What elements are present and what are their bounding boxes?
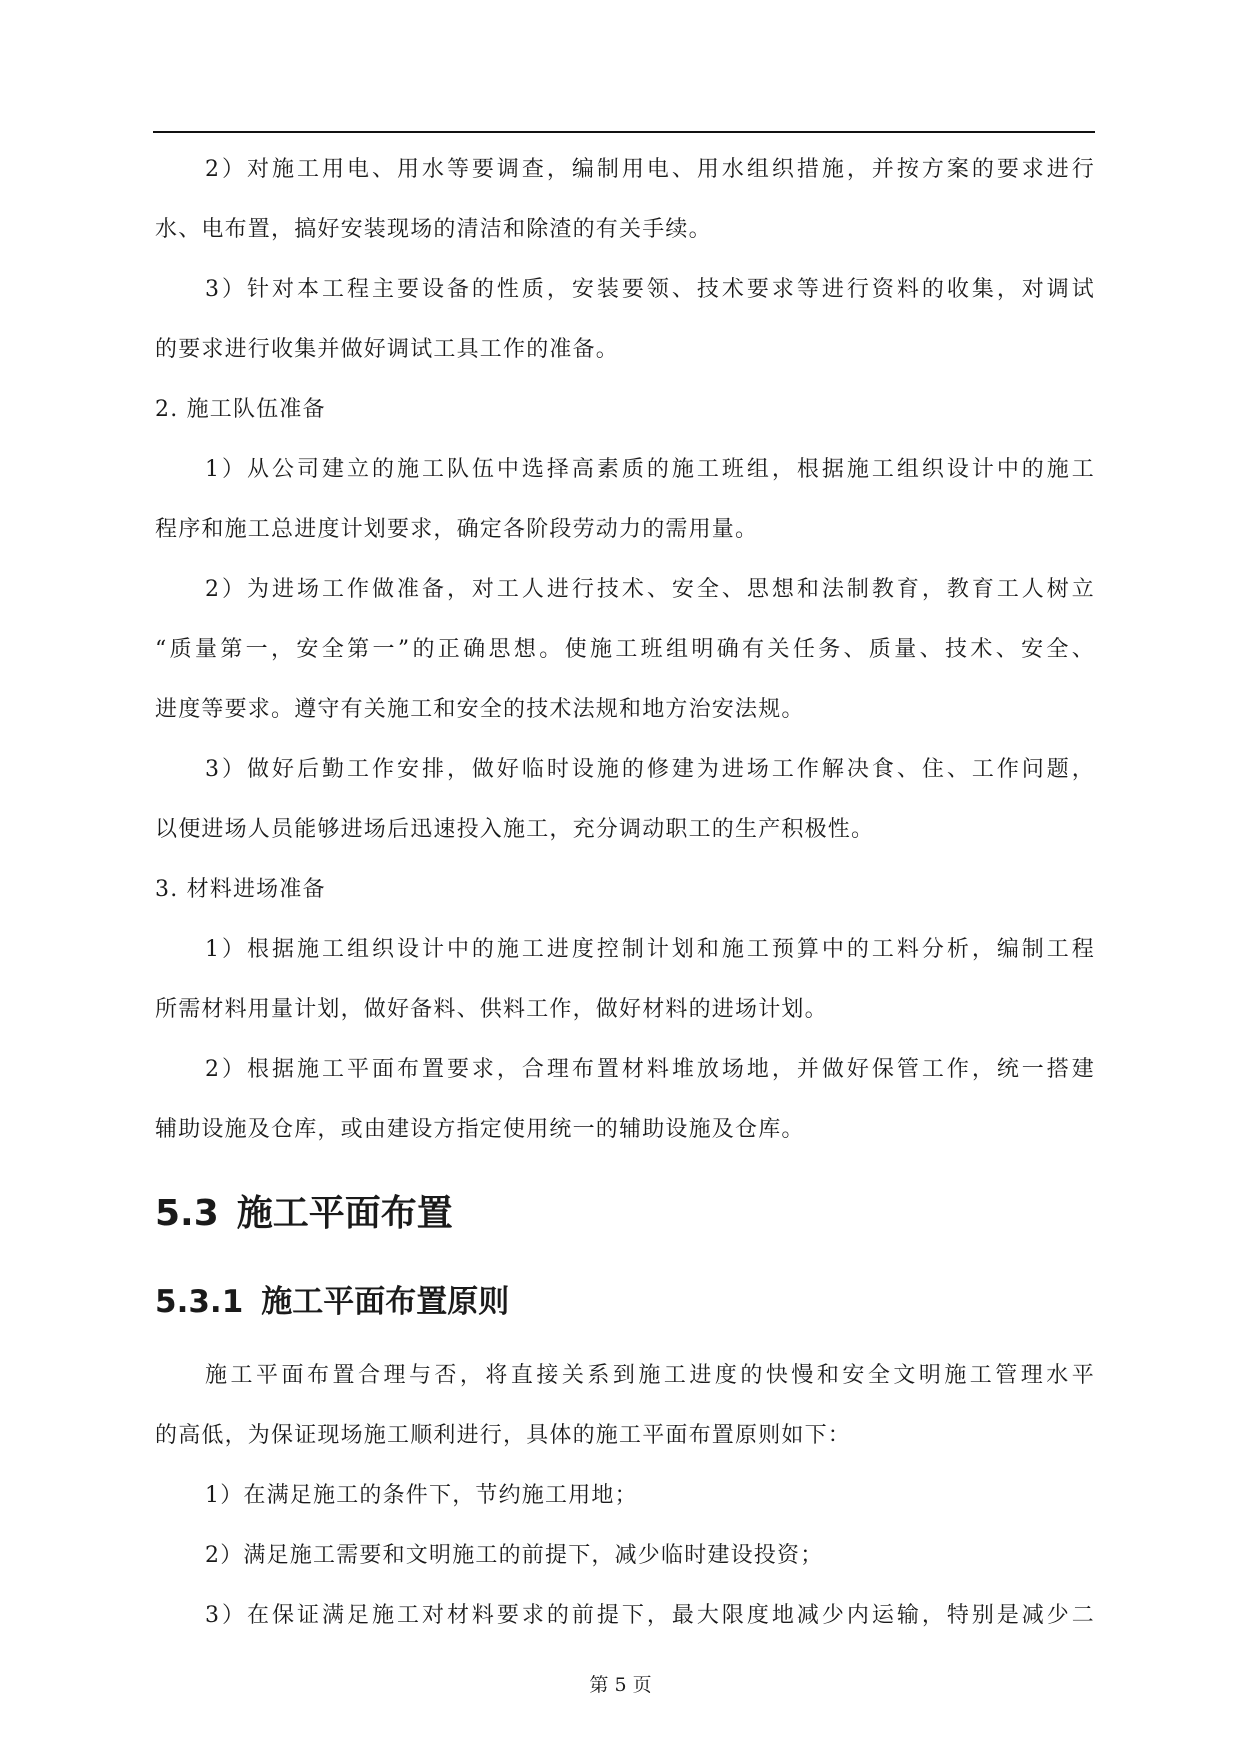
list-item: 2）满足施工需要和文明施工的前提下，减少临时建设投资；: [205, 1543, 824, 1568]
page-number: 第 5 页: [589, 1674, 652, 1696]
paragraph-line: 2）根据施工平面布置要求，合理布置材料堆放场地，并做好保管工作，统一搭建: [205, 1057, 1095, 1082]
subsection-title: 2. 施工队伍准备: [155, 397, 326, 422]
page-content: [155, 140, 1095, 1646]
paragraph-line: 所需材料用量计划，做好备料、供料工作，做好材料的进场计划。: [155, 997, 828, 1022]
list-item: 3）在保证满足施工对材料要求的前提下，最大限度地减少内运输，特别是减少二: [205, 1603, 1095, 1628]
section-heading-5-3-1: [155, 1258, 1095, 1346]
paragraph-line: 施工平面布置合理与否，将直接关系到施工进度的快慢和安全文明施工管理水平: [205, 1363, 1095, 1388]
heading-number: 5.3.1: [155, 1284, 244, 1320]
paragraph-line: 的要求进行收集并做好调试工具工作的准备。: [155, 337, 620, 362]
section-heading-5-3: [155, 1170, 1095, 1258]
header-rule: [153, 131, 1095, 133]
paragraph-line: “质量第一，安全第一”的正确思想。使施工班组明确有关任务、质量、技术、安全、: [155, 637, 1095, 662]
paragraph-line: 的高低，为保证现场施工顺利进行，具体的施工平面布置原则如下：: [155, 1423, 852, 1448]
paragraph-line: 水、电布置，搞好安装现场的清洁和除渣的有关手续。: [155, 217, 712, 242]
paragraph-line: 3）做好后勤工作安排，做好临时设施的修建为进场工作解决食、住、工作问题，: [205, 757, 1095, 782]
heading-number: 5.3: [155, 1193, 219, 1234]
paragraph-line: 2）对施工用电、用水等要调查，编制用电、用水组织措施，并按方案的要求进行: [205, 157, 1095, 182]
paragraph-line: 进度等要求。遵守有关施工和安全的技术法规和地方治安法规。: [155, 697, 805, 722]
paragraph-line: 2）为进场工作做准备，对工人进行技术、安全、思想和法制教育，教育工人树立: [205, 577, 1095, 602]
subsection-title: 3. 材料进场准备: [155, 877, 326, 902]
heading-text: 施工平面布置原则: [261, 1284, 510, 1320]
paragraph-line: 1）从公司建立的施工队伍中选择高素质的施工班组，根据施工组织设计中的施工: [205, 457, 1095, 482]
list-item: 1）在满足施工的条件下，节约施工用地；: [205, 1483, 638, 1508]
paragraph-line: 3）针对本工程主要设备的性质，安装要领、技术要求等进行资料的收集，对调试: [205, 277, 1095, 302]
paragraph-line: 1）根据施工组织设计中的施工进度控制计划和施工预算中的工料分析，编制工程: [205, 937, 1095, 962]
paragraph-line: 辅助设施及仓库，或由建设方指定使用统一的辅助设施及仓库。: [155, 1117, 805, 1142]
heading-text: 施工平面布置: [236, 1193, 453, 1234]
paragraph-line: 以便进场人员能够进场后迅速投入施工，充分调动职工的生产积极性。: [155, 817, 875, 842]
paragraph-line: 程序和施工总进度计划要求，确定各阶段劳动力的需用量。: [155, 517, 759, 542]
